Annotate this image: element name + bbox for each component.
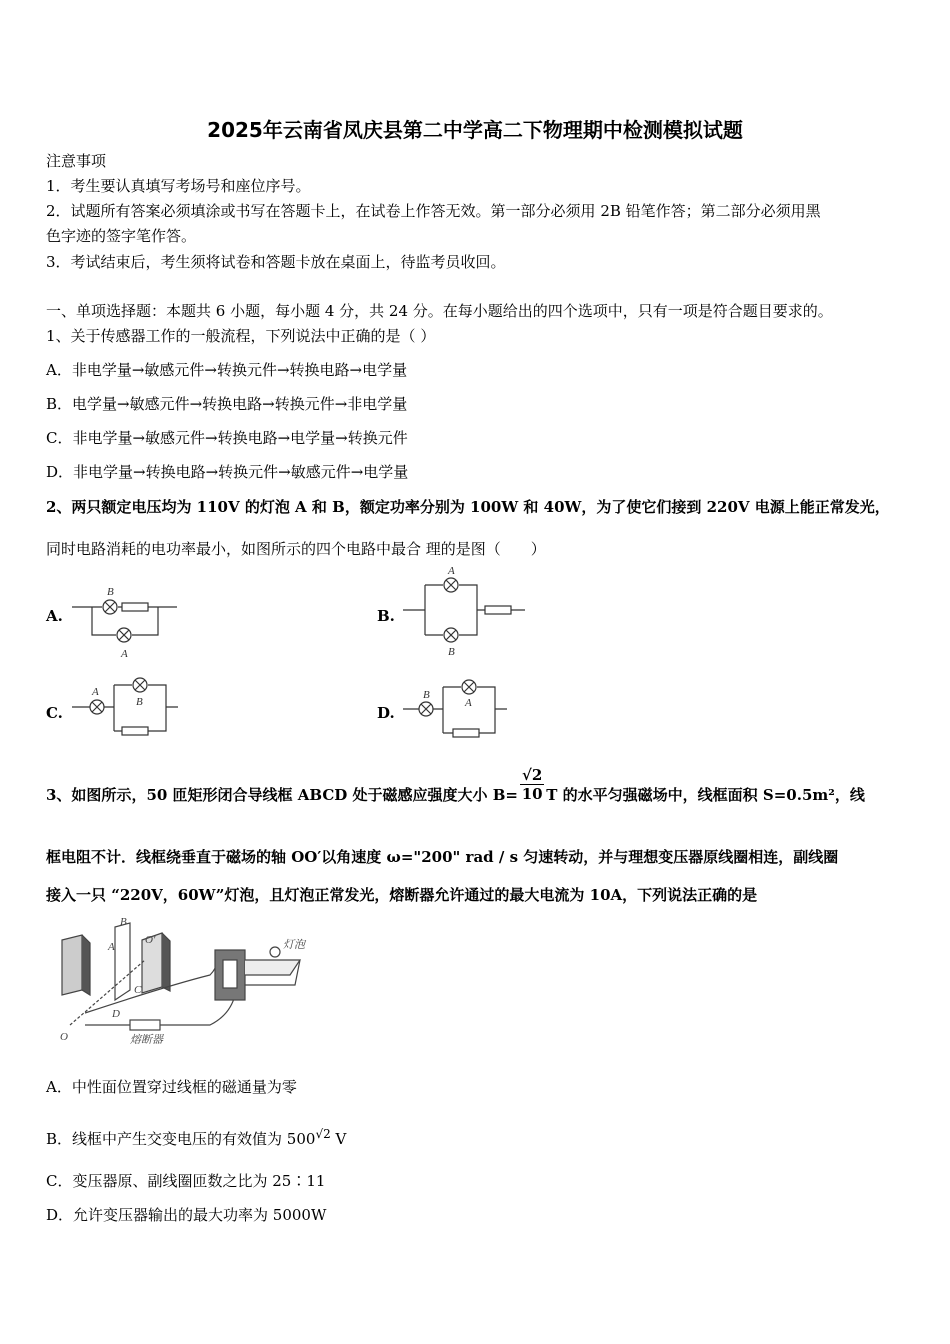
denominator: 10 [521, 784, 543, 803]
generator-transformer-figure [50, 915, 310, 1050]
notice-heading: 注意事项 [46, 152, 107, 170]
figure-label: O [60, 1031, 68, 1043]
stem-text: 3、如图所示，50 匝矩形闭合导线框 ABCD 处于磁感应强度大小 B= [46, 786, 518, 804]
q2-option-a-label: A. [46, 607, 63, 625]
lamp-label: A [465, 697, 472, 709]
lamp-label: B [423, 689, 430, 701]
question-3-stem-cont: 框电阻不计．线框绕垂直于磁场的轴 OO′以角速度 ω="200" rad / s 匀速转动，并与理想变压器原线圈相连，副线圈 [46, 848, 839, 866]
option-text: B．线框中产生交变电压的有效值为 500 [46, 1130, 316, 1148]
q3-option-c: C．变压器原、副线圈匝数之比为 25∶11 [46, 1172, 326, 1190]
notice-item: 1．考生要认真填写考场号和座位序号。 [46, 177, 311, 195]
lamp-label: B [107, 586, 114, 598]
bulb-label: 灯泡 [283, 939, 305, 951]
circuit-diagram-b [403, 565, 528, 660]
page-title: 2025年云南省凤庆县第二中学高二下物理期中检测模拟试题 [207, 118, 743, 142]
lamp-label: B [136, 696, 143, 708]
q2-option-d-label: D. [377, 704, 395, 722]
q2-option-b-label: B. [377, 607, 395, 625]
notice-item: 色字迹的签字笔作答。 [46, 227, 197, 245]
q1-option-c: C．非电学量→敏感元件→转换电路→电学量→转换元件 [46, 429, 408, 447]
question-2-stem-cont: 同时电路消耗的电功率最小，如图所示的四个电路中最合 理的是图（ ） [46, 540, 546, 558]
q2-option-c-label: C. [46, 704, 63, 722]
q3-option-d: D．允许变压器输出的最大功率为 5000W [46, 1206, 327, 1224]
unit: V [330, 1130, 347, 1148]
q3-option-b [46, 1124, 346, 1149]
question-1-stem: 1、关于传感器工作的一般流程，下列说法中正确的是（ ） [46, 327, 436, 345]
q1-option-a: A．非电学量→敏感元件→转换元件→转换电路→电学量 [46, 361, 408, 379]
notice-item: 2．试题所有答案必须填涂或书写在答题卡上，在试卷上作答无效。第一部分必须用 2B 铅笔作答；第二部分必须用黑 [46, 202, 821, 220]
figure-label: C [134, 984, 142, 996]
section-heading: 一、单项选择题：本题共 6 小题，每小题 4 分，共 24 分。在每小题给出的四个选项中，只有一项是符合题目要求的。 [46, 302, 833, 320]
figure-label: A [108, 941, 115, 953]
lamp-label: B [448, 646, 455, 658]
figure-label: D [112, 1008, 120, 1020]
numerator: √2 [522, 765, 543, 784]
lamp-label: A [121, 648, 128, 660]
lamp-label: A [92, 686, 99, 698]
circuit-diagram-a [72, 585, 182, 660]
circuit-diagram-c [72, 673, 182, 741]
circuit-diagram-d [403, 673, 513, 743]
question-3-stem [46, 765, 865, 805]
question-3-stem-cont: 接入一只 “220V，60W”灯泡，且灯泡正常发光，熔断器允许通过的最大电流为 10A，下列说法正确的是 [46, 886, 758, 904]
q3-option-a: A．中性面位置穿过线框的磁通量为零 [46, 1078, 297, 1096]
fuse-label: 熔断器 [130, 1034, 163, 1046]
notice-item: 3．考试结束后，考生须将试卷和答题卡放在桌面上，待监考员收回。 [46, 253, 506, 271]
sqrt2: √2 [315, 1127, 331, 1141]
q1-option-d: D．非电学量→转换电路→转换元件→敏感元件→电学量 [46, 463, 409, 481]
stem-text: T 的水平匀强磁场中，线框面积 S=0.5m²，线 [546, 786, 865, 804]
question-2-stem: 2、两只额定电压均为 110V 的灯泡 A 和 B，额定功率分别为 100W 和 40W，为了使它们接到 220V 电源上能正常发光， [46, 498, 890, 516]
figure-label: B [120, 916, 127, 928]
fraction [520, 766, 544, 803]
lamp-label: A [448, 565, 455, 577]
figure-label: O′ [145, 934, 156, 946]
q1-option-b: B．电学量→敏感元件→转换电路→转换元件→非电学量 [46, 395, 408, 413]
